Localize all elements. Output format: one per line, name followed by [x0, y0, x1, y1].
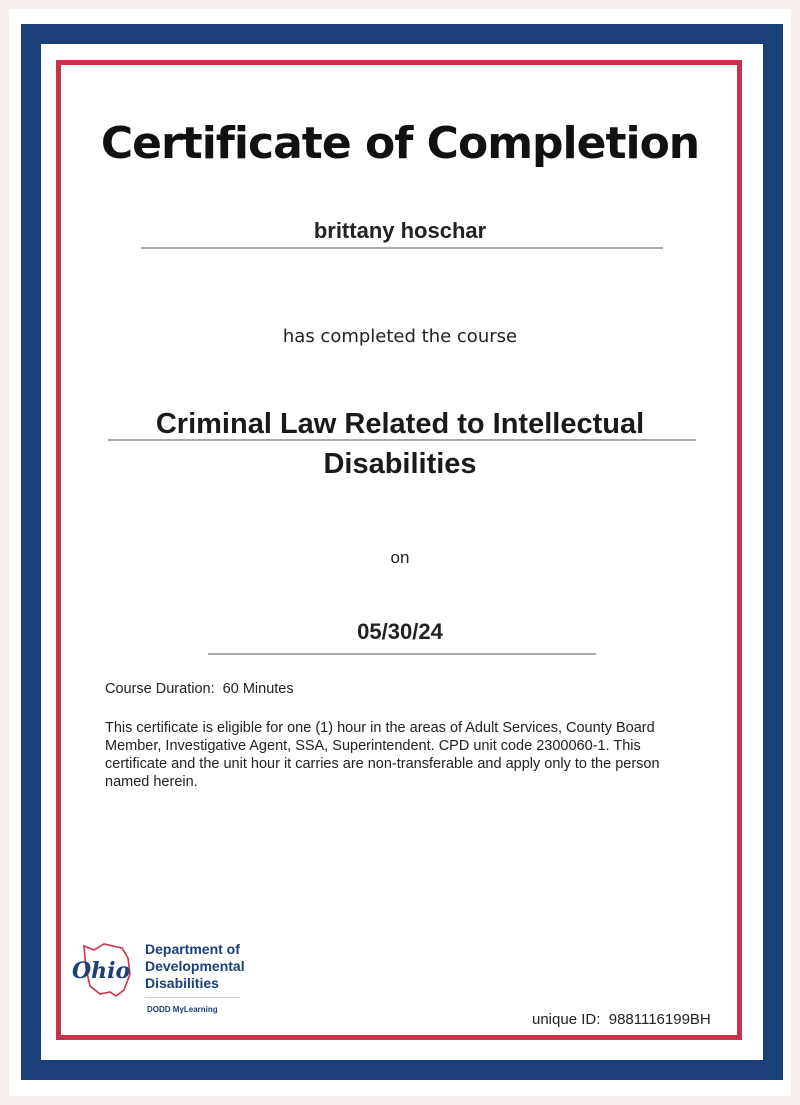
course-duration — [105, 681, 294, 697]
dodd-mylearning-label: DODD MyLearning — [147, 1005, 218, 1014]
dept-line-2: Developmental — [145, 958, 245, 974]
course-title — [100, 404, 700, 484]
date-underline — [208, 653, 596, 655]
duration-label: Course Duration: — [105, 681, 215, 697]
duration-value: 60 Minutes — [222, 681, 294, 697]
unique-id-label: unique ID: — [532, 1011, 601, 1028]
recipient-name: brittany hoschar — [313, 218, 487, 243]
logo-divider — [145, 997, 240, 998]
recipient-name-underline — [141, 247, 663, 249]
department-name — [145, 941, 245, 992]
dept-line-3: Disabilities — [145, 975, 219, 991]
unique-id — [532, 1011, 711, 1028]
ohio-script-text: Ohio — [72, 958, 131, 984]
on-text: on — [390, 548, 410, 567]
certificate-title: Certificate of Completion — [100, 118, 700, 169]
completed-course-text: has completed the course — [282, 326, 518, 347]
dept-line-1: Department of — [145, 941, 240, 957]
course-title-line-1: Criminal Law Related to Intellectual — [155, 408, 645, 440]
unique-id-value: 9881116199BH — [608, 1011, 711, 1028]
course-title-line-2: Disabilities — [323, 448, 477, 480]
eligibility-statement: This certificate is eligible for one (1) hour in the areas of Adult Services, County Board Member, Investigative Agent, SSA, Superintendent. CPD unit code 2300060-1. This certificate and the unit hour it carries are non-transferable and apply only to the person named herein. — [105, 720, 660, 790]
completion-date: 05/30/24 — [357, 619, 443, 644]
